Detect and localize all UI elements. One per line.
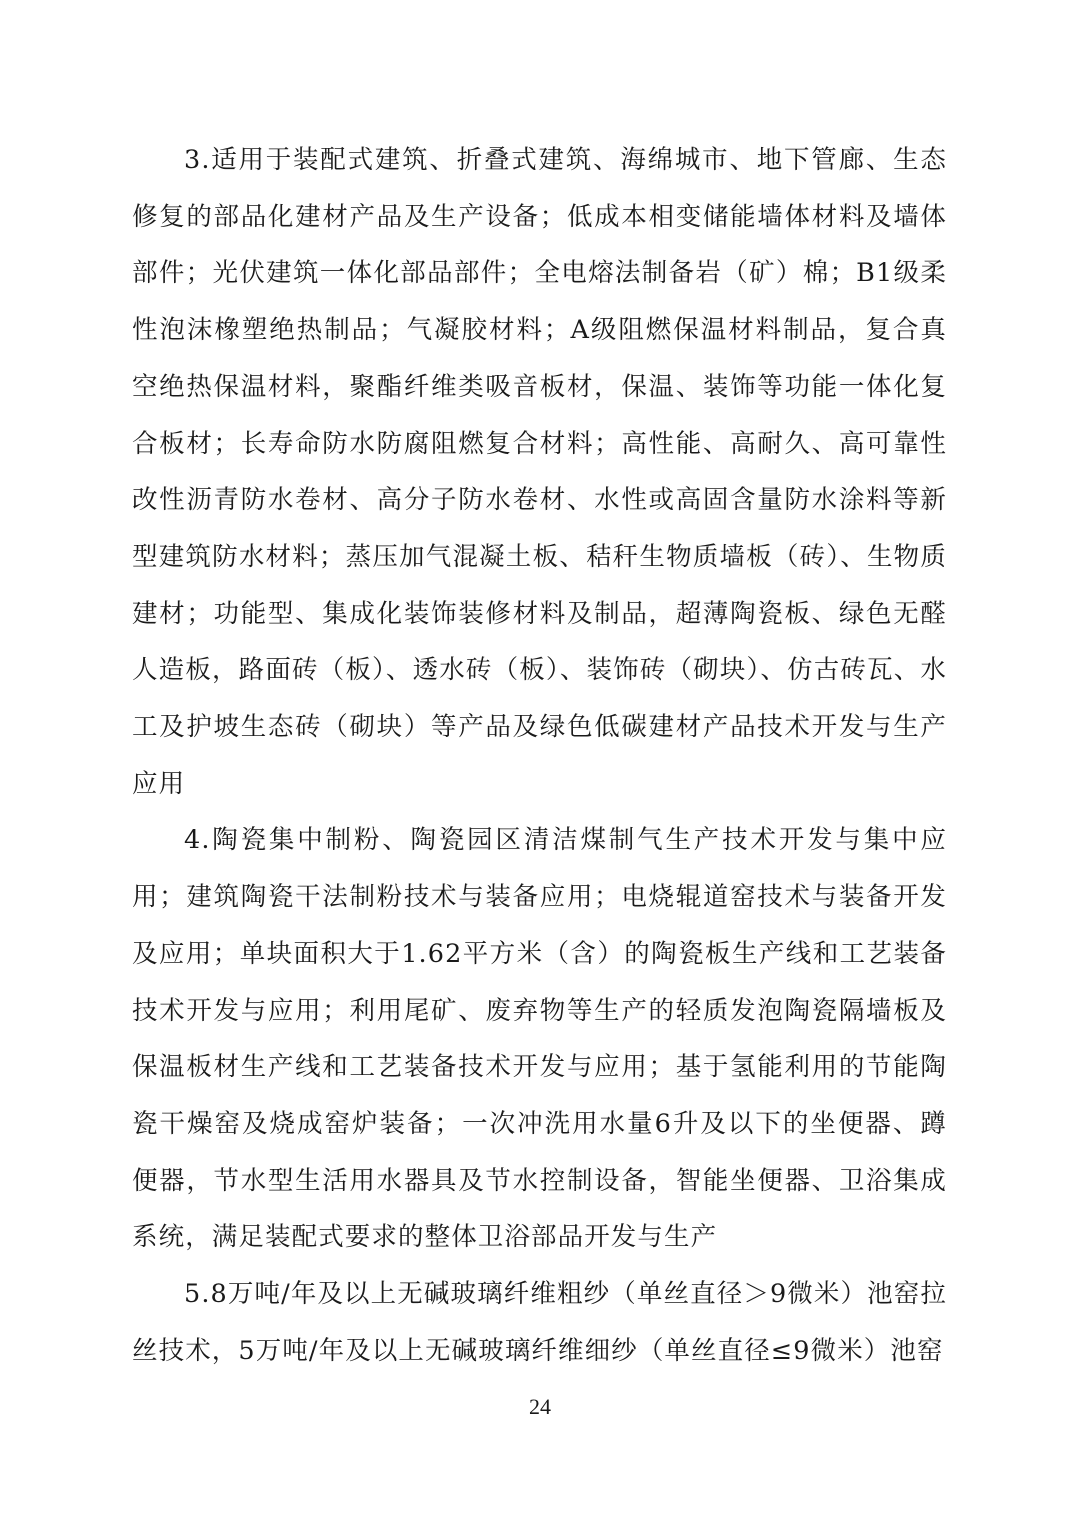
page-number: 24 bbox=[529, 1394, 551, 1419]
paragraph-item-4: 4.陶瓷集中制粉、陶瓷园区清洁煤制气生产技术开发与集中应用；建筑陶瓷干法制粉技术与装备应用；电烧辊道窑技术与装备开发及应用；单块面积大于1.62平方米（含）的陶瓷板生产线和工艺装备技术开发与应用；利用尾矿、废弃物等生产的轻质发泡陶瓷隔墙板及保温板材生产线和工艺装备技术开发与应用；基于氢能利用的节能陶瓷干燥窑及烧成窑炉装备；一次冲洗用水量6升及以下的坐便器、蹲便器，节水型生活用水器具及节水控制设备，智能坐便器、卫浴集成系统，满足装配式要求的整体卫浴部品开发与生产 bbox=[132, 825, 947, 1253]
paragraph-item-5: 5.8万吨/年及以上无碱玻璃纤维粗纱（单丝直径＞9微米）池窑拉丝技术，5万吨/年及以上无碱玻璃纤维细纱（单丝直径≤9微米）池窑 bbox=[132, 1279, 947, 1366]
document-body bbox=[132, 132, 947, 1379]
paragraph-item-3: 3.适用于装配式建筑、折叠式建筑、海绵城市、地下管廊、生态修复的部品化建材产品及生产设备；低成本相变储能墙体材料及墙体部件；光伏建筑一体化部品部件；全电熔法制备岩（矿）棉；B1级柔性泡沫橡塑绝热制品；气凝胶材料；A级阻燃保温材料制品，复合真空绝热保温材料，聚酯纤维类吸音板材，保温、装饰等功能一体化复合板材；长寿命防水防腐阻燃复合材料；高性能、高耐久、高可靠性改性沥青防水卷材、高分子防水卷材、水性或高固含量防水涂料等新型建筑防水材料；蒸压加气混凝土板、秸秆生物质墙板（砖）、生物质建材；功能型、集成化装饰装修材料及制品，超薄陶瓷板、绿色无醛人造板，路面砖（板）、透水砖（板）、装饰砖（砌块）、仿古砖瓦、水工及护坡生态砖（砌块）等产品及绿色低碳建材产品技术开发与生产应用 bbox=[132, 145, 947, 799]
